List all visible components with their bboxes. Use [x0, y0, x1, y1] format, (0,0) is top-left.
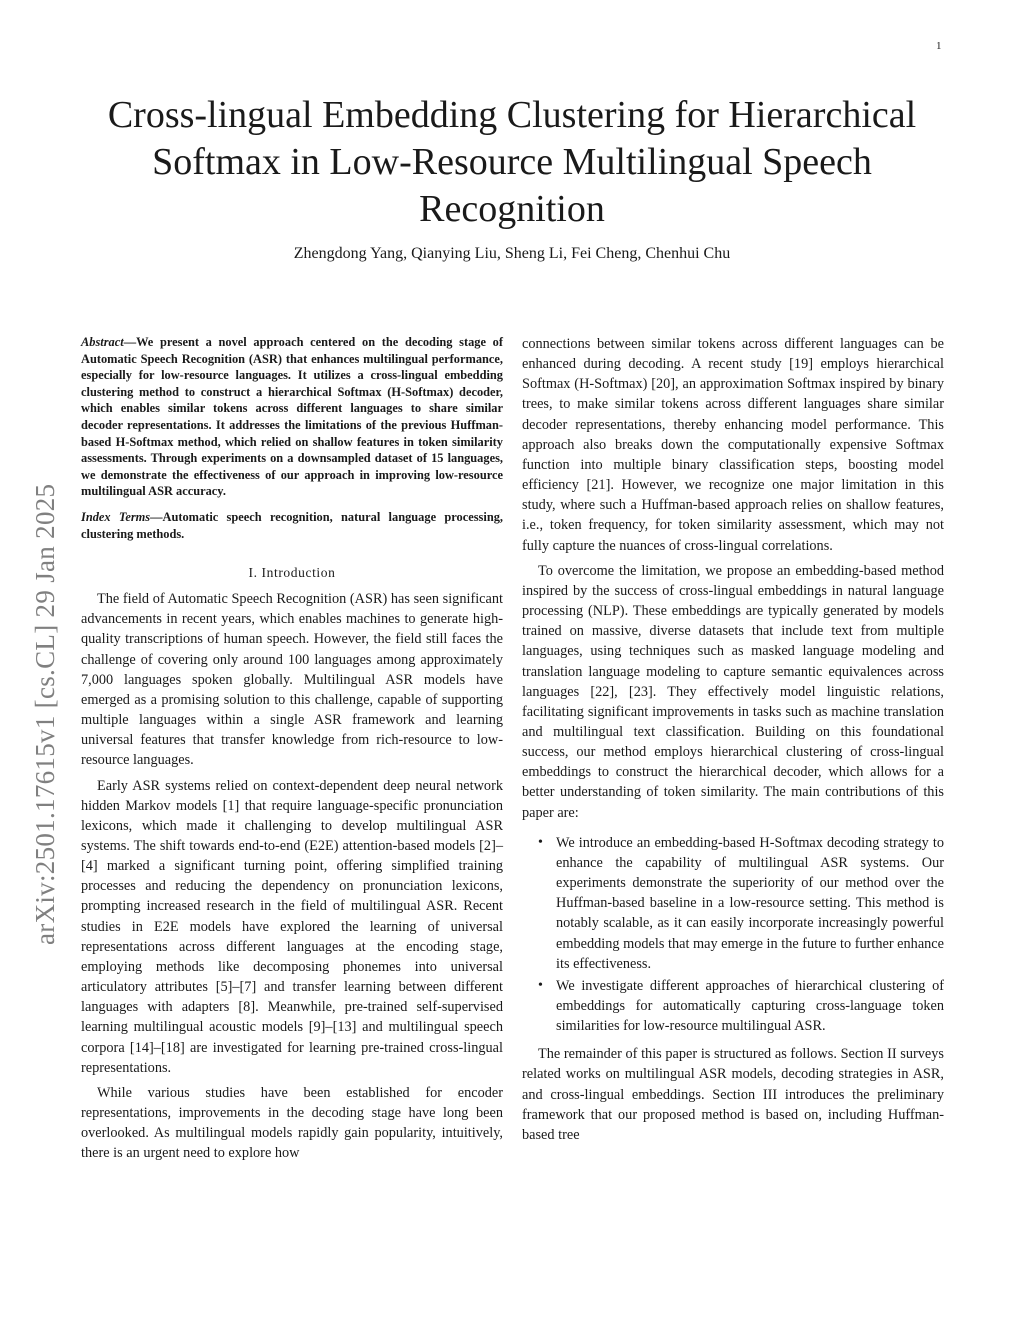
bullet-icon: • — [538, 834, 543, 850]
index-terms — [81, 509, 503, 542]
list-item — [538, 833, 944, 974]
contributions-list — [522, 833, 944, 1037]
abstract-label: Abstract — [81, 335, 124, 349]
abstract-text: —We present a novel approach centered on the decoding stage of Automatic Speech Recognition (ASR) that enhances multilingual performance, especially for low-resource languages. It utilizes a cross-lingual embedding clustering method to construct a hierarchical Softmax (H-Softmax) decoder, which enables similar tokens across different languages to share similar decoder representations. It addresses the limitations of the previous Huffman-based H-Softmax method, which relied on shallow features in token similarity assessments. Through experiments on a downsampled dataset of 15 languages, we demonstrate the effectiveness of our approach in improving low-resource multilingual ASR accuracy. — [81, 335, 503, 499]
page-number: 1 — [936, 40, 942, 52]
intro-paragraph-5: To overcome the limitation, we propose an embedding-based method inspired by the success of cross-lingual embeddings in natural language processing (NLP). These embeddings are typically generated by models trained on massive, diverse datasets that include text from multiple languages, using techniques such as masked language modeling and translation language modeling to capture semantic equivalences across languages [22], [23]. They effectively model linguistic relations, facilitating significant improvements in tasks such as machine translation and multilingual text classification. Building on this foundational success, our method employs hierarchical clustering of cross-lingual embeddings to construct the hierarchical decoder, which allows for a better understanding of token similarity. The main contributions of this paper are: — [522, 562, 944, 821]
author-list: Zhengdong Yang, Qianying Liu, Sheng Li, Fei Cheng, Chenhui Chu — [293, 245, 731, 262]
index-terms-text: —Automatic speech recognition, natural language processing, clustering methods. — [81, 509, 503, 541]
arxiv-identifier: arXiv:2501.17615v1 [cs.CL] 29 Jan 2025 — [30, 483, 60, 945]
contribution-text: We introduce an embedding-based H-Softmax decoding strategy to enhance the capability of multilingual ASR systems. Our experiments demonstrate the superiority of our method over the Huffman-based baseline in a low-resource setting. This method is notably scalable, as it can easily incorporate increasingly powerful embedding models that may emerge in the future to further enhance its effectiveness. — [556, 834, 944, 972]
intro-paragraph-4: connections between similar tokens across different languages can be enhanced during decoding. A recent study [19] employs hierarchical Softmax (H-Softmax) [20], an approximation Softmax inspired by binary trees, to make similar tokens across different languages share similar decoder representations, thereby enhancing model performance. This approach also breaks down the computationally expensive Softmax function into multiple binary classification steps, boosting model efficiency [21]. However, we recognize one major limitation in this study, where such a Huffman-based approach relies on shallow features, i.e., token frequency, for token similarity assessment, which may not fully capture the nuances of cross-lingual correlations. — [522, 336, 944, 554]
index-terms-label: Index Terms — [81, 509, 151, 524]
contribution-text: We investigate different approaches of hierarchical clustering of embeddings for automatically capturing cross-language token similarities for low-resource multilingual ASR. — [556, 977, 944, 1035]
bullet-icon: • — [538, 977, 543, 993]
right-column — [522, 334, 944, 1150]
section-heading-introduction: I. Introduction — [248, 565, 336, 581]
abstract — [81, 334, 503, 500]
intro-paragraph-3: While various studies have been established for encoder representations, improvements in the decoding stage have long been overlooked. As multilingual models rapidly gain popularity, intuitively, there is an urgent need to explore how — [81, 1084, 503, 1162]
intro-paragraph-1: The field of Automatic Speech Recognition (ASR) has seen significant advancements in recent years, which enables machines to generate high-quality transcriptions of human speech. However, the field still faces the challenge of covering only around 100 languages among approximately 7,000 languages spoken globally. Multilingual ASR models have emerged as a promising solution to this challenge, capable of supporting multiple languages within a single ASR framework and learning universal features that transfer knowledge from rich-resource to low-resource languages. — [81, 591, 503, 769]
outline-paragraph: The remainder of this paper is structured as follows. Section II surveys related works on multilingual ASR models, decoding strategies in ASR, and cross-lingual embeddings. Section III introduces the preliminary framework that our proposed method is based on, including Huffman-based tree — [522, 1046, 944, 1143]
list-item — [538, 976, 944, 1036]
intro-paragraph-2: Early ASR systems relied on context-dependent deep neural network hidden Markov models [1] that require language-specific pronunciation lexicons, which made it challenging to develop multilingual ASR systems. The shift towards end-to-end (E2E) attention-based models [2]–[4] marked a significant turning point, offering simplified training processes and reducing the dependency on pronunciation lexicons, prompting increased research in the field of multilingual ASR. Recent studies in E2E models have explored the learning of universal representations across different languages at the encoding stage, employing methods like decomposing phonemes into universal articulatory attributes [5]–[7] and transfer learning between different languages with adapters [8]. Meanwhile, pre-trained self-supervised learning multilingual acoustic models [9]–[13] and multilingual speech corpora [14]–[18] are investigated for learning pre-trained cross-lingual representations. — [81, 777, 503, 1076]
paper-title: Cross-lingual Embedding Clustering for Hierarchical Softmax in Low-Resource Multilingual Speech Recognition — [107, 94, 917, 230]
left-column — [81, 334, 503, 1169]
